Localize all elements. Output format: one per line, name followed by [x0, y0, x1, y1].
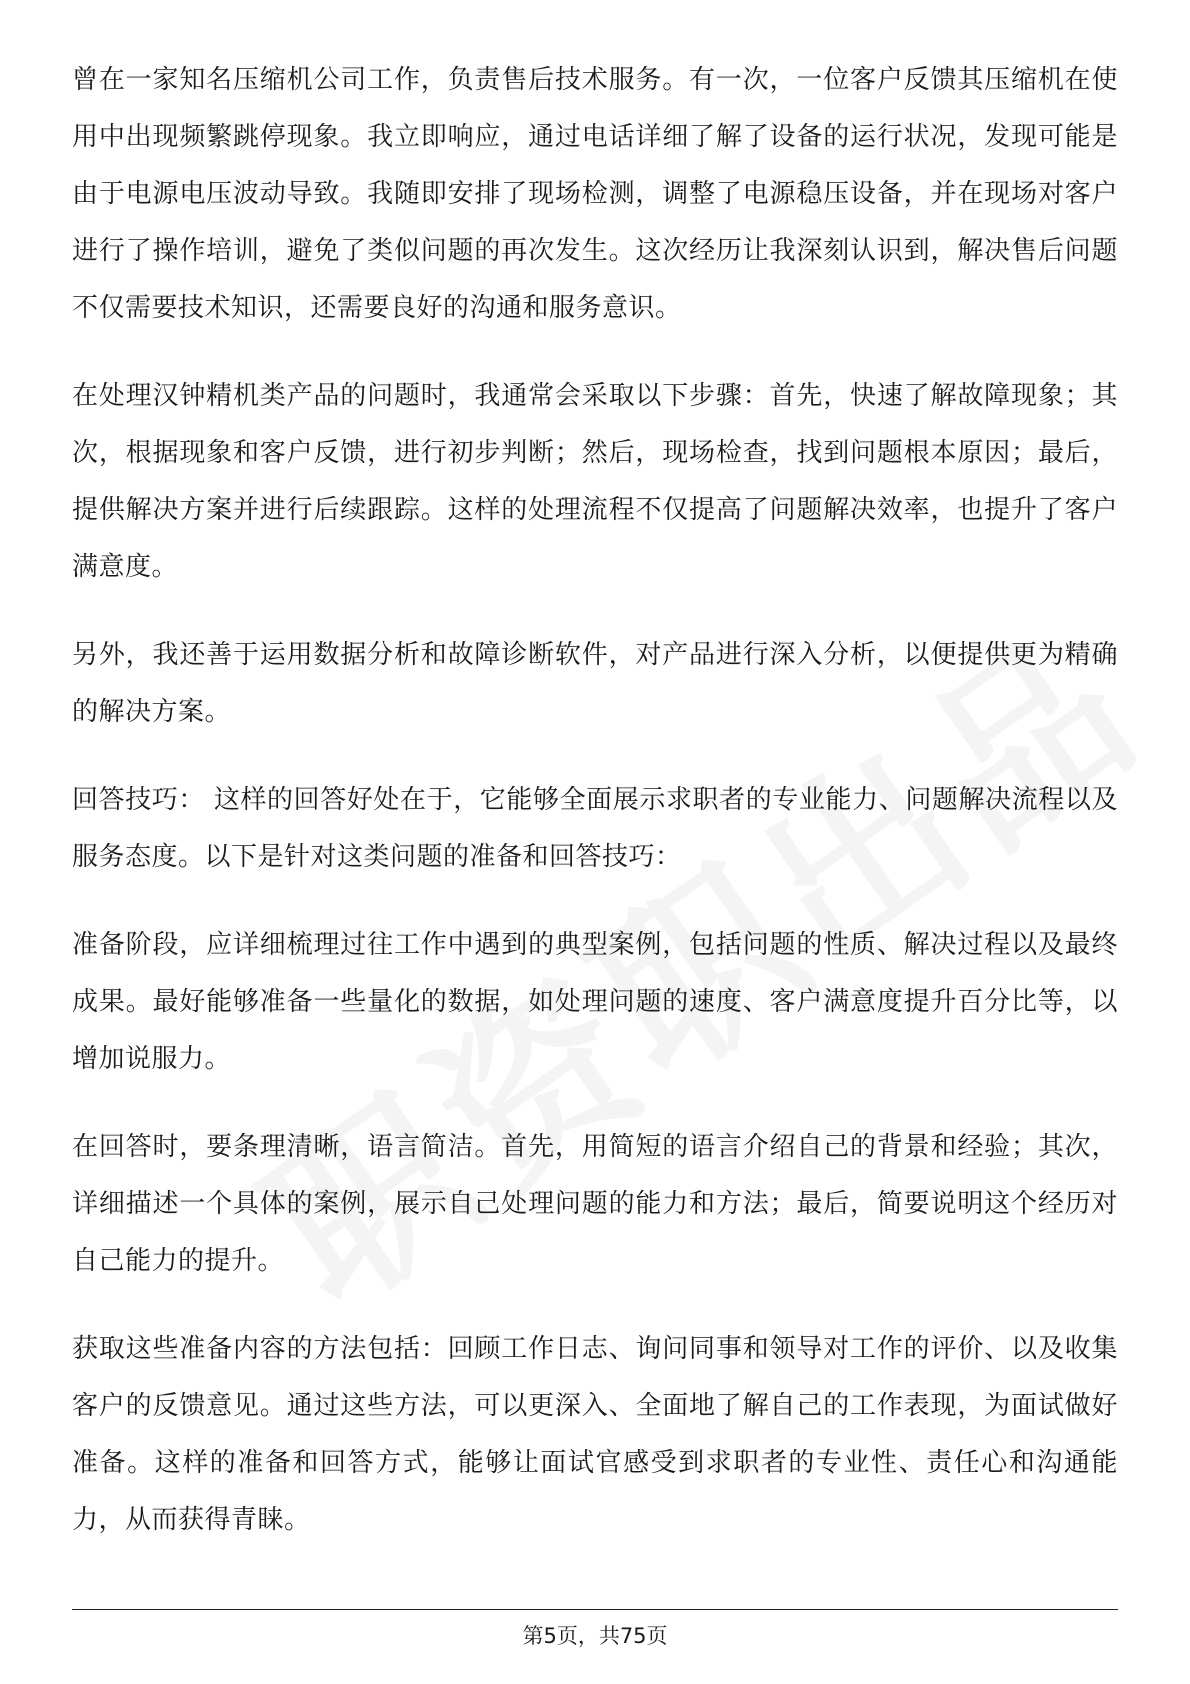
paragraph-analysis: 另外，我还善于运用数据分析和故障诊断软件，对产品进行深入分析，以便提供更为精确的解决方案。: [72, 640, 1118, 727]
paragraph-methods: 获取这些准备内容的方法包括：回顾工作日志、询问同事和领导对工作的评价、以及收集客户的反馈意见。通过这些方法，可以更深入、全面地了解自己的工作表现，为面试做好准备。这样的准备和回答方式，能够让面试官感受到求职者的专业性、责任心和沟通能力，从而获得青睐。: [72, 1334, 1118, 1535]
page-number: 第5页，共75页: [522, 1624, 668, 1648]
paragraph-preparation: 准备阶段，应详细梳理过往工作中遇到的典型案例，包括问题的性质、解决过程以及最终成果。最好能够准备一些量化的数据，如处理问题的速度、客户满意度提升百分比等，以增加说服力。: [72, 930, 1118, 1074]
paragraph-answering: 在回答时，要条理清晰，语言简洁。首先，用简短的语言介绍自己的背景和经验；其次，详细描述一个具体的案例，展示自己处理问题的能力和方法；最后，简要说明这个经历对自己能力的提升。: [72, 1132, 1118, 1276]
paragraph-experience: 曾在一家知名压缩机公司工作，负责售后技术服务。有一次，一位客户反馈其压缩机在使用中出现频繁跳停现象。我立即响应，通过电话详细了解了设备的运行状况，发现可能是由于电源电压波动导致。我随即安排了现场检测，调整了电源稳压设备，并在现场对客户进行了操作培训，避免了类似问题的再次发生。这次经历让我深刻认识到，解决售后问题不仅需要技术知识，还需要良好的沟通和服务意识。: [72, 65, 1118, 323]
paragraph-answer-tips: 回答技巧： 这样的回答好处在于，它能够全面展示求职者的专业能力、问题解决流程以及服务态度。以下是针对这类问题的准备和回答技巧：: [72, 785, 1118, 872]
footer-divider: [72, 1609, 1118, 1610]
paragraph-process: 在处理汉钟精机类产品的问题时，我通常会采取以下步骤：首先，快速了解故障现象；其次，根据现象和客户反馈，进行初步判断；然后，现场检查，找到问题根本原因；最后，提供解决方案并进行后续跟踪。这样的处理流程不仅提高了问题解决效率，也提升了客户满意度。: [72, 381, 1118, 582]
document-body: [72, 52, 1118, 1580]
